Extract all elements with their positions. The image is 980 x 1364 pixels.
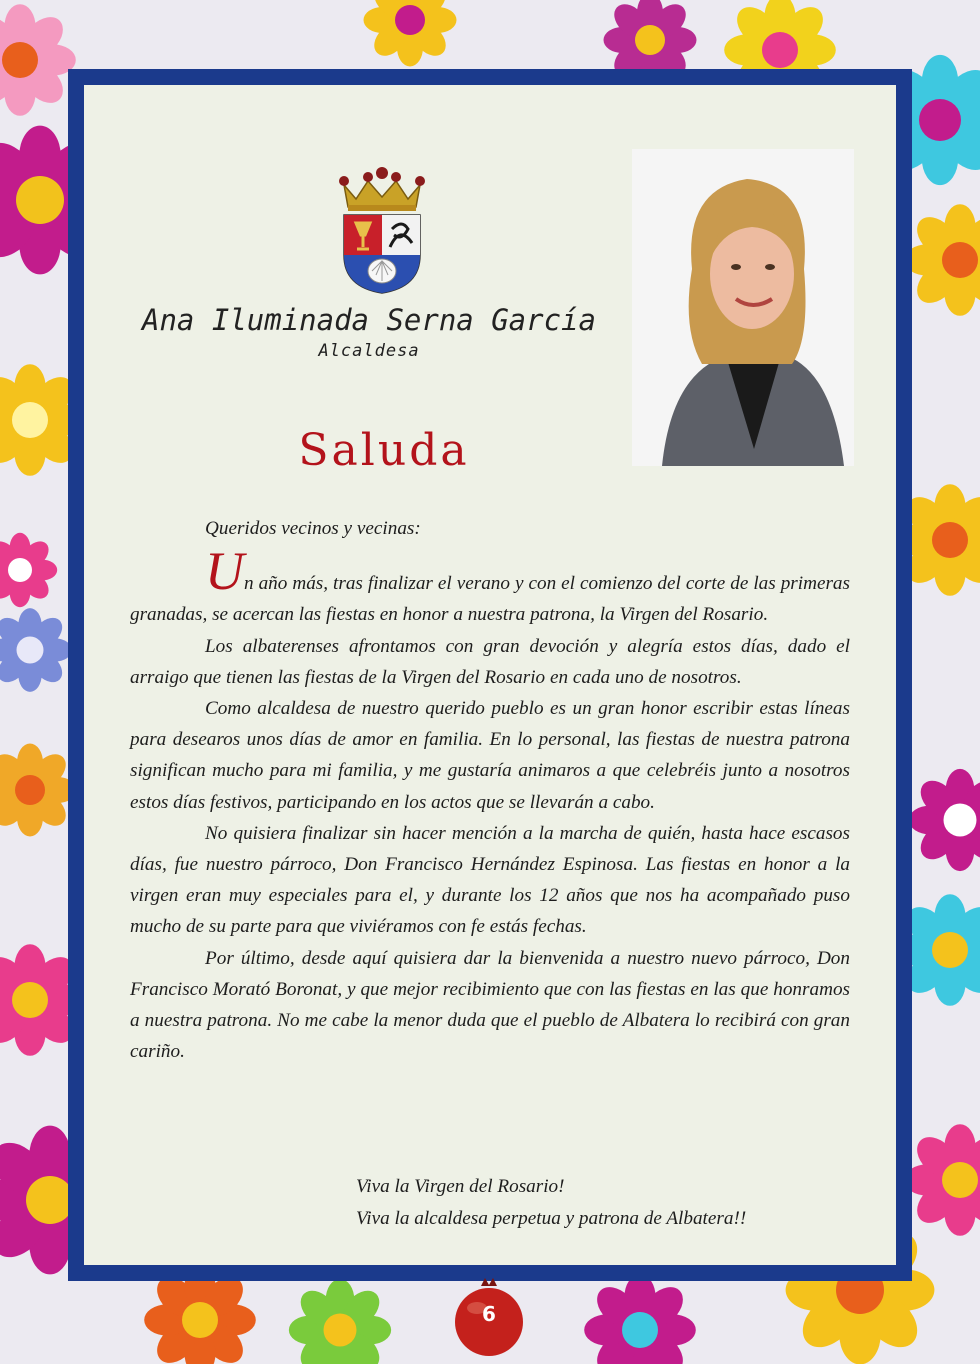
flower-icon xyxy=(0,533,57,607)
flower-icon xyxy=(364,0,457,67)
coat-of-arms-icon xyxy=(336,163,428,295)
author-name: Ana Iluminada Serna García xyxy=(142,303,596,337)
page-number: 6 xyxy=(482,1302,496,1326)
letter-paragraph-4: No quisiera finalizar sin hacer mención a la marcha de quién, hasta hace escasos días, fue nuestro párroco, Don Francisco Hernández Espinosa. Las fiestas en honor a la virgen eran muy especiales para el, y durante los 12 años que nos ha acompañado puso mucho de su parte para que viviéramos con fe estás fechas. xyxy=(130,822,850,938)
letter-paragraph-1 xyxy=(130,541,850,630)
page-number-badge xyxy=(451,1278,527,1358)
flower-icon xyxy=(909,769,980,871)
closing-line-1: Viva la Virgen del Rosario! xyxy=(356,1176,565,1197)
flower-icon xyxy=(0,744,77,837)
flower-icon xyxy=(289,1279,391,1364)
page-title-initial: S xyxy=(298,425,332,476)
flower-icon xyxy=(0,608,72,692)
page-title xyxy=(184,425,584,476)
flower-icon xyxy=(584,1274,696,1364)
letter-greeting: Queridos vecinos y vecinas: xyxy=(205,518,421,539)
letter-body xyxy=(130,513,850,1067)
closing-line-2: Viva la alcaldesa perpetua y patrona de Albatera!! xyxy=(356,1207,747,1229)
letter-paragraph-1-text: n año más, tras finalizar el verano y con el comienzo del corte de las primeras granadas, se acercan las fiestas en honor a nuestra patrona, la Virgen del Rosario. xyxy=(130,573,850,626)
author-portrait xyxy=(632,149,854,466)
letter-paragraph-2: Los albaterenses afrontamos con gran devoción y alegría estos días, dado el arraigo que tienen las fiestas de la Virgen del Rosario en cada uno de nosotros. xyxy=(130,635,850,688)
flower-icon xyxy=(0,4,76,116)
flower-icon xyxy=(904,1124,980,1236)
drop-cap: U xyxy=(205,541,244,602)
letter-closing xyxy=(356,1171,836,1234)
page-title-rest: aluda xyxy=(331,425,470,476)
letter-paragraph-3: Como alcaldesa de nuestro querido pueblo es un gran honor escribir estas líneas para desearos unos días de amor en familia. En lo personal, las fiestas de nuestra patrona significan mucho para mi familia, y me gustaría animaros a que celebréis junto a nosotros estos días festivos, participando en los actos que se llevarán a cabo. xyxy=(130,698,850,813)
author-role: Alcaldesa xyxy=(318,341,420,361)
letter-frame xyxy=(68,69,912,1281)
flower-icon xyxy=(904,204,980,316)
letter-paragraph-5: Por último, desde aquí quisiera dar la bienvenida a nuestro nuevo párroco, Don Francisco Morató Boronat, y que mejor recibimiento que con las fiestas en las que honramos a nuestra patrona. No me cabe la menor duda que el pueblo de Albatera lo recibirá con gran cariño. xyxy=(130,947,850,1063)
